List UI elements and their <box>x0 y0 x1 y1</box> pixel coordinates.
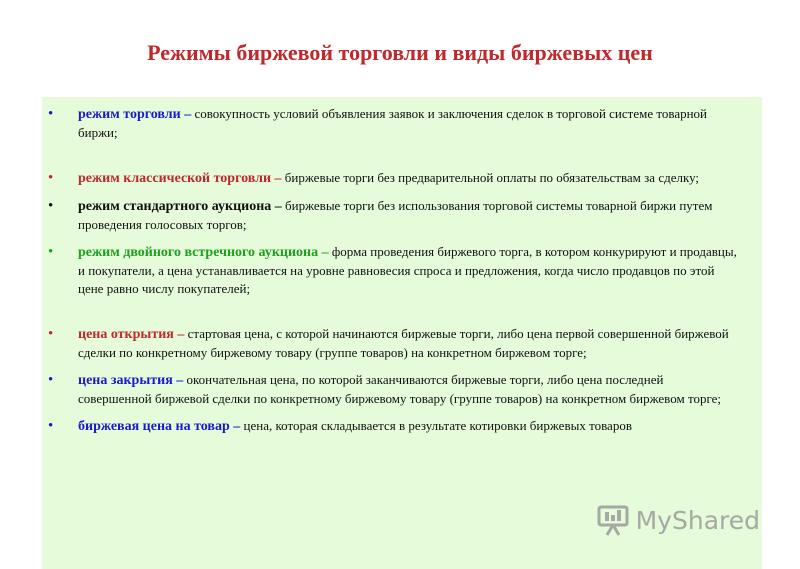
definition-list <box>48 105 738 436</box>
list-item-standard-auction <box>48 197 738 234</box>
bullet-icon: • <box>48 418 54 434</box>
slide-title: Режимы биржевой торговли и виды биржевых цен <box>147 40 653 65</box>
myshared-watermark <box>596 503 760 537</box>
watermark-shared: Shared <box>671 505 760 535</box>
term: цена открытия – <box>78 327 185 342</box>
definition: цена, которая складывается в результате котировки биржевых товаров <box>240 418 632 433</box>
bullet-icon: • <box>48 372 54 388</box>
bullet-icon: • <box>48 198 54 214</box>
list-item-trading-mode <box>48 105 738 142</box>
list-item-exchange-price <box>48 417 738 436</box>
term: режим стандартного аукциона – <box>78 199 282 214</box>
definition: биржевые торги без предварительной оплаты по обязательствам за сделку; <box>281 170 700 185</box>
bullet-icon: • <box>48 326 54 342</box>
term: биржевая цена на товар – <box>78 419 241 434</box>
definition: окончательная цена, по которой заканчиваются биржевые торги, либо цена последней совершенной биржевой сделки по конкретному биржевому товару (группе товаров) на конкретном биржевом торге; <box>78 372 722 406</box>
definition: совокупность условий объявления заявок и заключения сделок в торговой системе товарной биржи; <box>78 106 708 140</box>
presentation-board-icon <box>596 503 630 537</box>
list-item-opening-price <box>48 325 738 362</box>
list-item-classic-trading <box>48 169 738 188</box>
definition: стартовая цена, с которой начинаются биржевые торги, либо цена первой совершенной биржевой сделки по конкретному биржевому товару (группе товаров) на конкретном биржевом торге; <box>78 326 729 360</box>
watermark-my: My <box>635 505 672 535</box>
term: режим торговли – <box>78 107 192 122</box>
content-panel <box>42 97 762 569</box>
bullet-icon: • <box>48 244 54 260</box>
term: режим классической торговли – <box>78 171 282 186</box>
definition: биржевые торги без использования торговой системы товарной биржи путем проведения голосовых торгов; <box>78 198 713 232</box>
bullet-icon: • <box>48 170 54 186</box>
list-item-closing-price <box>48 371 738 408</box>
term: режим двойного встречного аукциона – <box>78 245 329 260</box>
list-item-double-auction <box>48 243 738 298</box>
definition: форма проведения биржевого торга, в котором конкурируют и продавцы, и покупатели, а цена устанавливается на уровне равновесия спроса и предложения, когда число продавцов по этой цене равно числу покупателей; <box>78 244 737 296</box>
term: цена закрытия – <box>78 373 184 388</box>
bullet-icon: • <box>48 106 54 122</box>
